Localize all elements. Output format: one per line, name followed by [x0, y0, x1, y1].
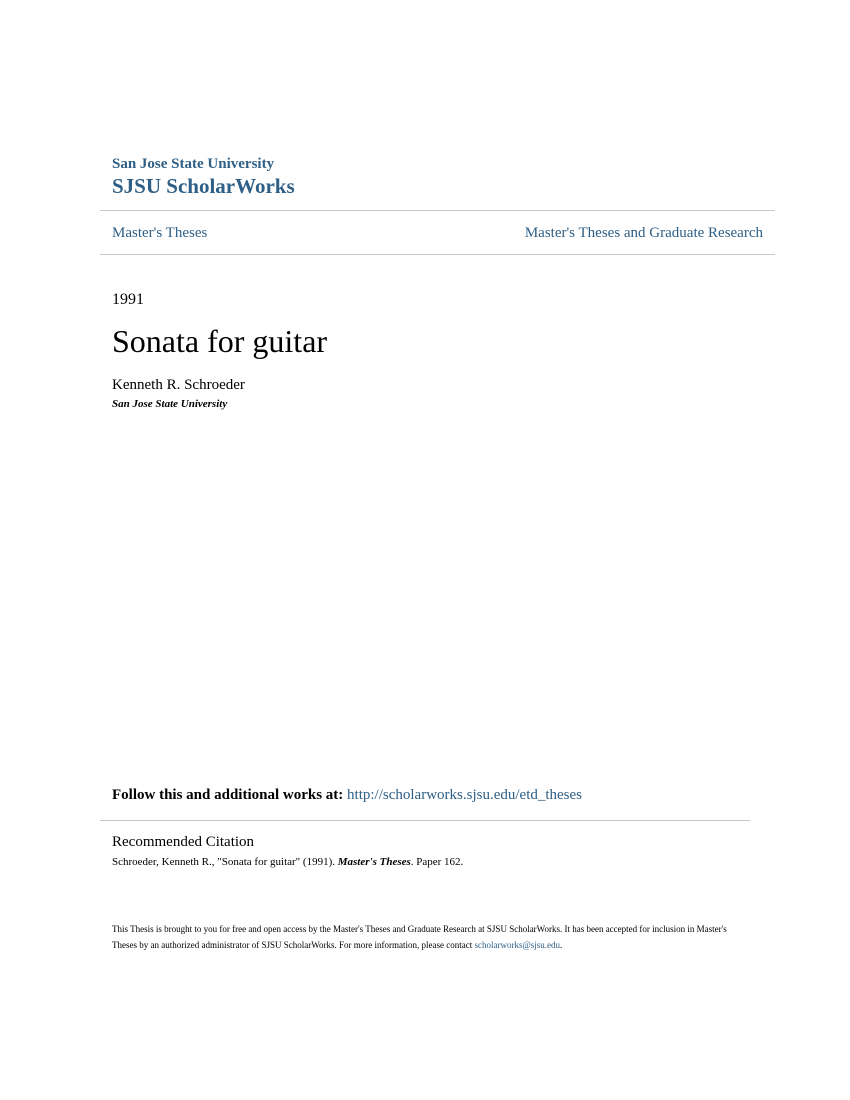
nav-divider [100, 254, 775, 255]
nav-link-masters-theses[interactable]: Master's Theses [112, 225, 208, 241]
citation-divider [100, 820, 750, 821]
repository-name[interactable]: SJSU ScholarWorks [112, 174, 295, 198]
author-name: Kenneth R. Schroeder [112, 377, 245, 393]
institution-name[interactable]: San Jose State University [112, 156, 275, 172]
contact-email-link[interactable]: scholarworks@sjsu.edu [474, 940, 560, 950]
access-notice [112, 921, 732, 953]
recommended-citation-heading: Recommended Citation [112, 834, 255, 850]
collection-url-link[interactable]: http://scholarworks.sjsu.edu/etd_theses [347, 787, 583, 803]
author-affiliation: San Jose State University [112, 398, 228, 410]
notice-text: This Thesis is brought to you for free and open access by the Master's Theses and Graduate Research at SJSU ScholarWorks. It has been accepted for inclusion in Master's Theses by an authorized administrator of SJSU ScholarWorks. For more information, please contact [112, 924, 727, 950]
notice-end: . [559, 940, 563, 950]
citation-prefix: Schroeder, Kenneth R., "Sonata for guitar" (1991). [112, 856, 335, 868]
publication-year: 1991 [112, 291, 144, 308]
top-divider [100, 210, 775, 211]
citation-suffix: . Paper 162. [410, 856, 464, 868]
document-title: Sonata for guitar [112, 323, 328, 359]
follow-label: Follow this and additional works at: [112, 787, 344, 803]
citation-text [112, 855, 463, 869]
follow-line [112, 786, 582, 805]
citation-series: Master's Theses [337, 856, 411, 868]
nav-link-theses-graduate-research[interactable]: Master's Theses and Graduate Research [524, 225, 763, 241]
